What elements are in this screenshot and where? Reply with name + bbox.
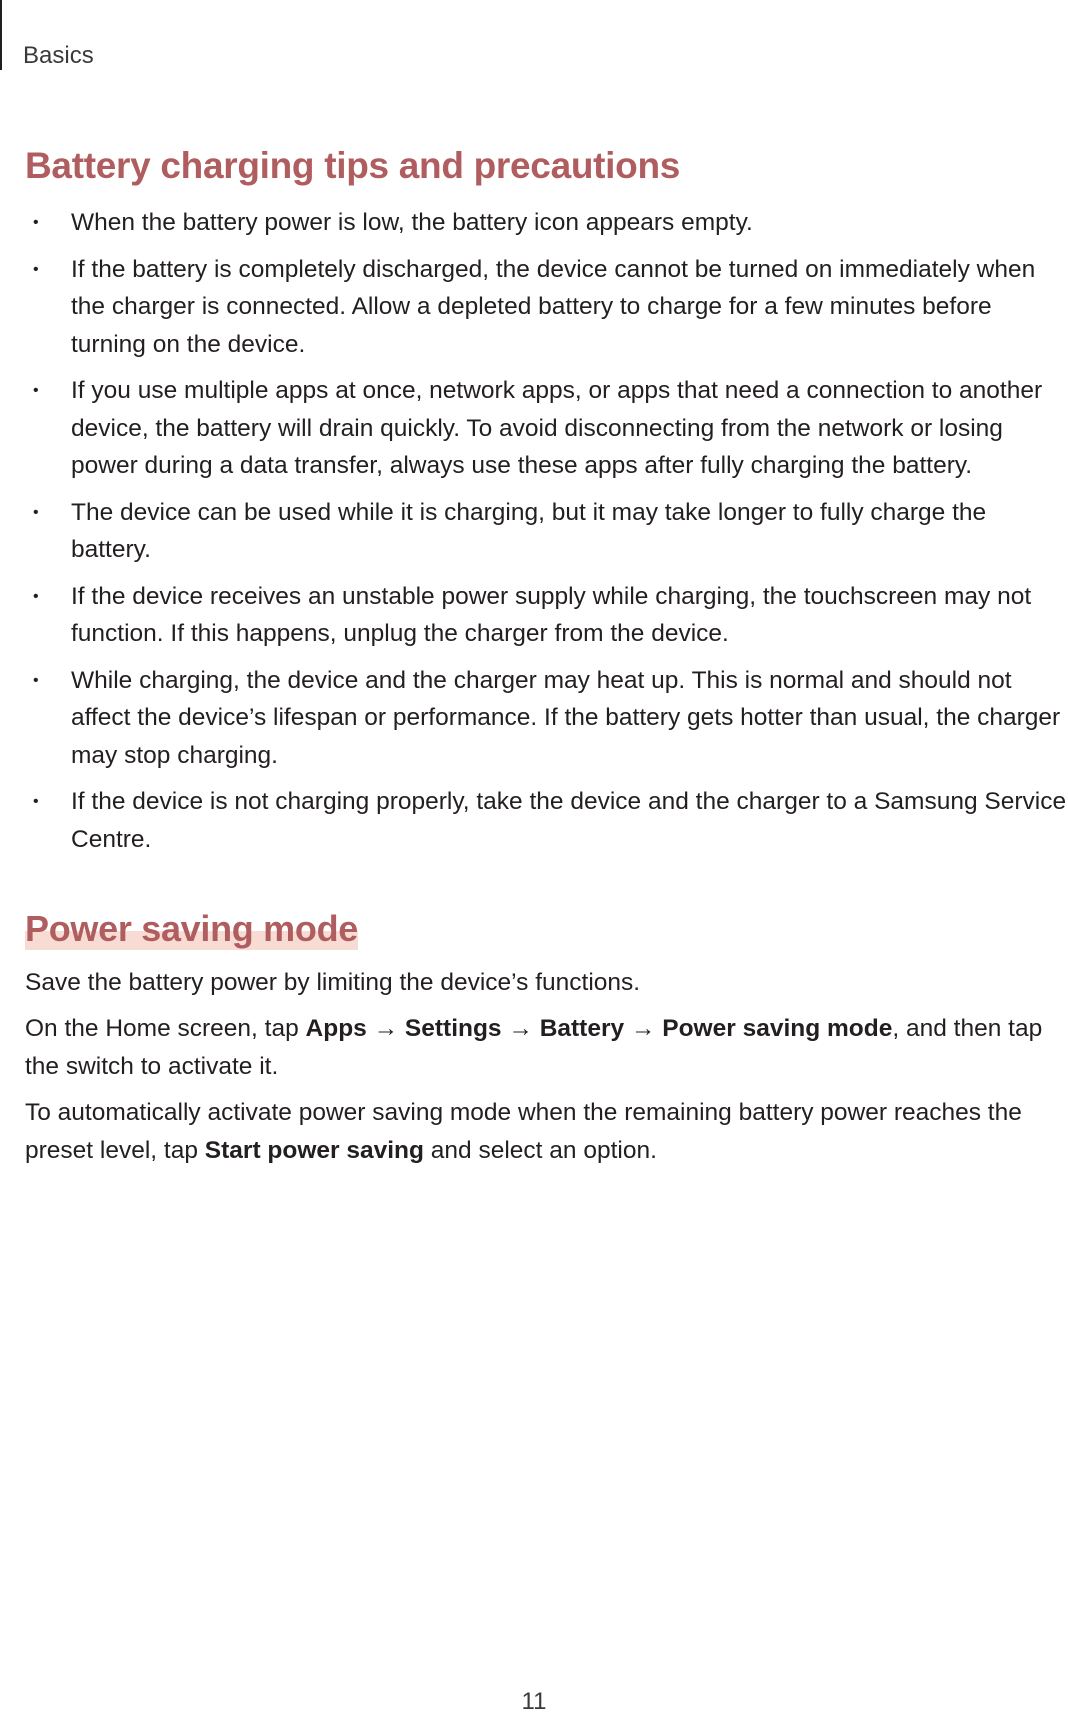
menu-apps: Apps [305, 1015, 367, 1043]
tip-text: The device can be used while it is charging, but it may take longer to fully charge the battery. [71, 498, 987, 564]
arrow-icon: → [501, 1015, 540, 1043]
battery-tips-list [25, 204, 1068, 858]
list-item [25, 783, 1068, 858]
power-saving-intro: Save the battery power by limiting the device’s functions. [25, 968, 641, 996]
bullet-icon: • [33, 793, 39, 811]
tip-text: If the device is not charging properly, take the device and the charger to a Samsung Service Centre. [71, 788, 1067, 853]
arrow-icon: → [624, 1015, 663, 1043]
power-saving-auto [25, 1094, 1068, 1169]
header-rule [0, 0, 2, 70]
list-item [25, 578, 1068, 653]
menu-settings: Settings [404, 1015, 502, 1043]
menu-power-saving-mode: Power saving mode [662, 1015, 893, 1043]
menu-start-power-saving: Start power saving [204, 1136, 424, 1164]
tip-text: While charging, the device and the charger may heat up. This is normal and should not affect the device’s lifespan or performance. If the battery gets hotter than usual, the charger may stop charging. [71, 666, 1061, 769]
bullet-icon: • [33, 260, 39, 278]
power-saving-steps [25, 1010, 1068, 1085]
tip-text: If the battery is completely discharged, the device cannot be turned on immediately when the charger is connected. Allow a depleted battery to charge for a few minutes before turning on the device. [71, 255, 1036, 358]
page-number: 11 [521, 1688, 547, 1715]
bullet-icon: • [33, 214, 39, 232]
list-item [25, 251, 1068, 364]
arrow-icon: → [366, 1015, 405, 1043]
page-content [25, 144, 1068, 1178]
bullet-icon: • [33, 587, 39, 605]
tip-text: If you use multiple apps at once, network apps, or apps that need a connection to another device, the battery will drain quickly. To avoid disconnecting from the network or losing power during a data transfer, always use these apps after fully charging the battery. [71, 377, 1043, 480]
list-item [25, 204, 1068, 242]
steps-suffix: , and then tap the switch to activate it. [25, 1015, 1043, 1080]
tip-text: If the device receives an unstable power supply while charging, the touchscreen may not function. If this happens, unplug the charger from the device. [71, 582, 1032, 648]
auto-prefix: To automatically activate power saving mode when the remaining battery power reaches the preset level, tap [25, 1099, 1022, 1164]
bullet-icon: • [33, 382, 39, 400]
power-saving-heading: Power saving mode [25, 908, 358, 950]
battery-tips-heading: Battery charging tips and precautions [25, 145, 681, 186]
list-item [25, 662, 1068, 775]
bullet-icon: • [33, 671, 39, 689]
list-item [25, 372, 1068, 485]
tip-text: When the battery power is low, the battery icon appears empty. [71, 209, 753, 237]
auto-suffix: and select an option. [423, 1136, 657, 1164]
chapter-label: Basics [23, 42, 94, 69]
menu-battery: Battery [539, 1015, 625, 1043]
list-item [25, 494, 1068, 569]
steps-prefix: On the Home screen, tap [25, 1015, 306, 1043]
bullet-icon: • [33, 503, 39, 521]
